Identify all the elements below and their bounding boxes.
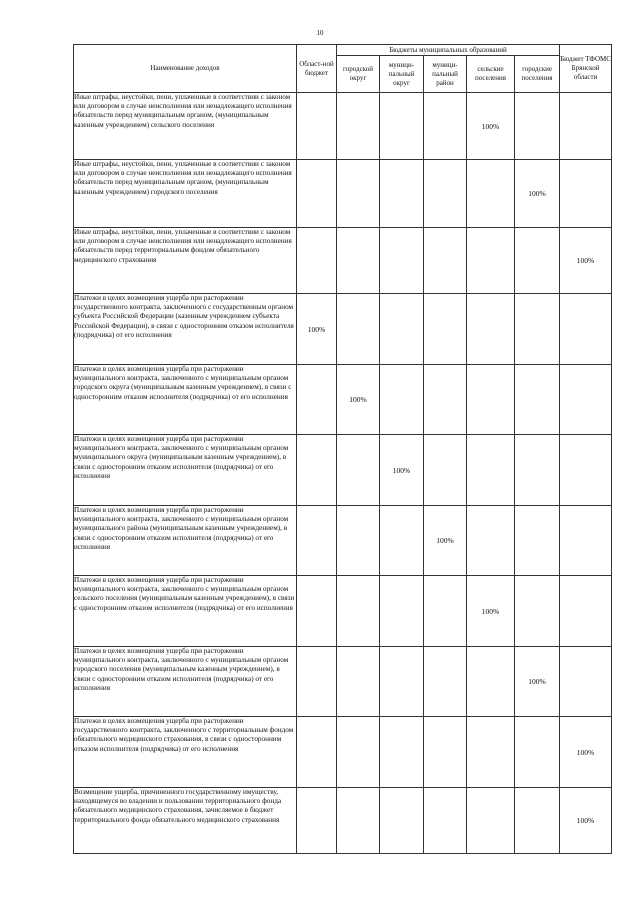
income-name-cell: Платежи в целях возмещения ущерба при расторжении муниципального контракта, заключенного с муниципальным органом муниципального округа (муниципальным казенным учреждением), в связи с односторонним отказом исполнителя (подрядчика) от его исполнения (74, 435, 297, 506)
share-cell (297, 506, 337, 576)
income-name-cell: Иные штрафы, неустойки, пени, уплаченные в соответствии с законом или договором в случае неисполнения или ненадлежащего исполнения обязательств перед муниципальным органом, (муниципальным казенным учреждением) сельского поселения (74, 93, 297, 160)
share-cell (337, 435, 380, 506)
share-cell (560, 506, 612, 576)
share-cell (560, 294, 612, 365)
income-name-cell: Платежи в целях возмещения ущерба при расторжении муниципального контракта, заключенного с муниципальным органом городского поселения (муниципальным казенным учреждением), в связи с односторонним отказом исполнителя (подрядчика) от его исполнения (74, 647, 297, 717)
share-cell (297, 576, 337, 647)
share-cell (515, 435, 560, 506)
income-distribution-table (73, 44, 612, 854)
share-cell (467, 160, 515, 228)
share-cell: 100% (337, 365, 380, 435)
share-cell (297, 365, 337, 435)
share-cell (424, 294, 467, 365)
share-cell (337, 717, 380, 788)
header-city-district: городской округ (337, 56, 380, 93)
header-regional-budget: Област-ной бюджет (297, 45, 337, 93)
share-cell (515, 93, 560, 160)
share-cell (337, 506, 380, 576)
share-cell (515, 365, 560, 435)
page-number: 10 (316, 29, 324, 37)
share-cell (297, 93, 337, 160)
share-cell (467, 647, 515, 717)
table-row (74, 576, 612, 647)
income-name-cell: Платежи в целях возмещения ущерба при расторжении муниципального контракта, заключенного с муниципальным органом городского округа (муниципальным казенным учреждением), в связи с односторонним отказом исполнителя (подрядчика) от его исполнения (74, 365, 297, 435)
share-cell (337, 228, 380, 294)
share-cell (424, 365, 467, 435)
share-cell (380, 160, 424, 228)
share-cell (297, 228, 337, 294)
share-cell (337, 294, 380, 365)
share-cell: 100% (424, 506, 467, 576)
share-cell (380, 365, 424, 435)
share-cell: 100% (515, 647, 560, 717)
share-cell (467, 788, 515, 854)
header-municipal-budgets: Бюджеты муниципальных образований (337, 45, 560, 56)
table-row (74, 788, 612, 854)
share-cell (424, 717, 467, 788)
income-name-cell: Возмещение ущерба, причиненного государственному имуществу, находящемуся во владении и пользовании территориального фонда обязательного медицинского страхования, зачисляемое в бюджет территориального фонда обязательного медицинского страхования (74, 788, 297, 854)
share-cell (424, 647, 467, 717)
share-cell (380, 717, 424, 788)
share-cell (380, 647, 424, 717)
share-cell (467, 435, 515, 506)
share-cell: 100% (560, 788, 612, 854)
share-cell: 100% (515, 160, 560, 228)
share-cell (424, 435, 467, 506)
income-name-cell: Иные штрафы, неустойки, пени, уплаченные в соответствии с законом или договором в случае неисполнения или ненадлежащего исполнения обязательств перед муниципальным органом, (муниципальным казенным учреждением) городского поселения (74, 160, 297, 228)
share-cell (560, 576, 612, 647)
income-name-cell: Иные штрафы, неустойки, пени, уплаченные в соответствии с законом или договором в случае неисполнения или ненадлежащего исполнения обязательств перед территориальным фондом обязательного медицинского страхования (74, 228, 297, 294)
share-cell (515, 294, 560, 365)
header-tfoms-budget: Бюджет ТФОМС Брянской области (560, 45, 612, 93)
table-row (74, 93, 612, 160)
share-cell (515, 788, 560, 854)
share-cell (297, 160, 337, 228)
share-cell (337, 576, 380, 647)
share-cell (337, 93, 380, 160)
share-cell (380, 93, 424, 160)
income-name-cell: Платежи в целях возмещения ущерба при расторжении муниципального контракта, заключенного с муниципальным органом муниципального района (муниципальным казенным учреждением), в связи с односторонним отказом исполнителя (подрядчика) от его исполнения (74, 506, 297, 576)
share-cell (467, 294, 515, 365)
share-cell (424, 160, 467, 228)
table-row (74, 228, 612, 294)
share-cell (467, 365, 515, 435)
share-cell (467, 228, 515, 294)
share-cell: 100% (560, 228, 612, 294)
share-cell (380, 788, 424, 854)
share-cell: 100% (467, 93, 515, 160)
header-urban-settlements: городские поселения (515, 56, 560, 93)
header-rural-settlements: сельские поселения (467, 56, 515, 93)
share-cell (337, 647, 380, 717)
share-cell (515, 717, 560, 788)
share-cell (337, 160, 380, 228)
share-cell (515, 506, 560, 576)
table-row (74, 294, 612, 365)
share-cell (380, 576, 424, 647)
share-cell (560, 365, 612, 435)
income-name-cell: Платежи в целях возмещения ущерба при расторжении государственного контракта, заключенного с территориальным фондом обязательного медицинского страхования, в связи с односторонним отказом исполнителя (подрядчика) от его исполнения (74, 717, 297, 788)
table-row (74, 160, 612, 228)
header-municipal-area: муници-пальный район (424, 56, 467, 93)
share-cell (424, 93, 467, 160)
share-cell (515, 228, 560, 294)
share-cell (467, 506, 515, 576)
share-cell: 100% (380, 435, 424, 506)
table-row (74, 435, 612, 506)
table-row (74, 365, 612, 435)
income-name-cell: Платежи в целях возмещения ущерба при расторжении муниципального контракта, заключенного с муниципальным органом сельского поселения (муниципальным казенным учреждением), в связи с односторонним отказом исполнителя (подрядчика) от его исполнения (74, 576, 297, 647)
table-row (74, 717, 612, 788)
share-cell: 100% (467, 576, 515, 647)
share-cell (297, 435, 337, 506)
share-cell (424, 788, 467, 854)
share-cell (297, 647, 337, 717)
share-cell: 100% (560, 717, 612, 788)
income-name-cell: Платежи в целях возмещения ущерба при расторжении государственного контракта, заключенного с государственным органом субъекта Российской Федерации (казенным учреждением субъекта Российской Федерации), в связи с односторонним отказом исполнителя (подрядчика) от его исполнения (74, 294, 297, 365)
table-body (74, 93, 612, 854)
table-row (74, 647, 612, 717)
share-cell (560, 435, 612, 506)
share-cell (424, 228, 467, 294)
header-income-name: Наименование доходов (74, 45, 297, 93)
share-cell (467, 717, 515, 788)
share-cell (380, 506, 424, 576)
share-cell: 100% (297, 294, 337, 365)
share-cell (297, 717, 337, 788)
share-cell (297, 788, 337, 854)
share-cell (337, 788, 380, 854)
share-cell (380, 228, 424, 294)
share-cell (515, 576, 560, 647)
share-cell (560, 93, 612, 160)
header-municipal-district: муници-пальный округ (380, 56, 424, 93)
share-cell (560, 647, 612, 717)
share-cell (380, 294, 424, 365)
table-row (74, 506, 612, 576)
share-cell (560, 160, 612, 228)
share-cell (424, 576, 467, 647)
